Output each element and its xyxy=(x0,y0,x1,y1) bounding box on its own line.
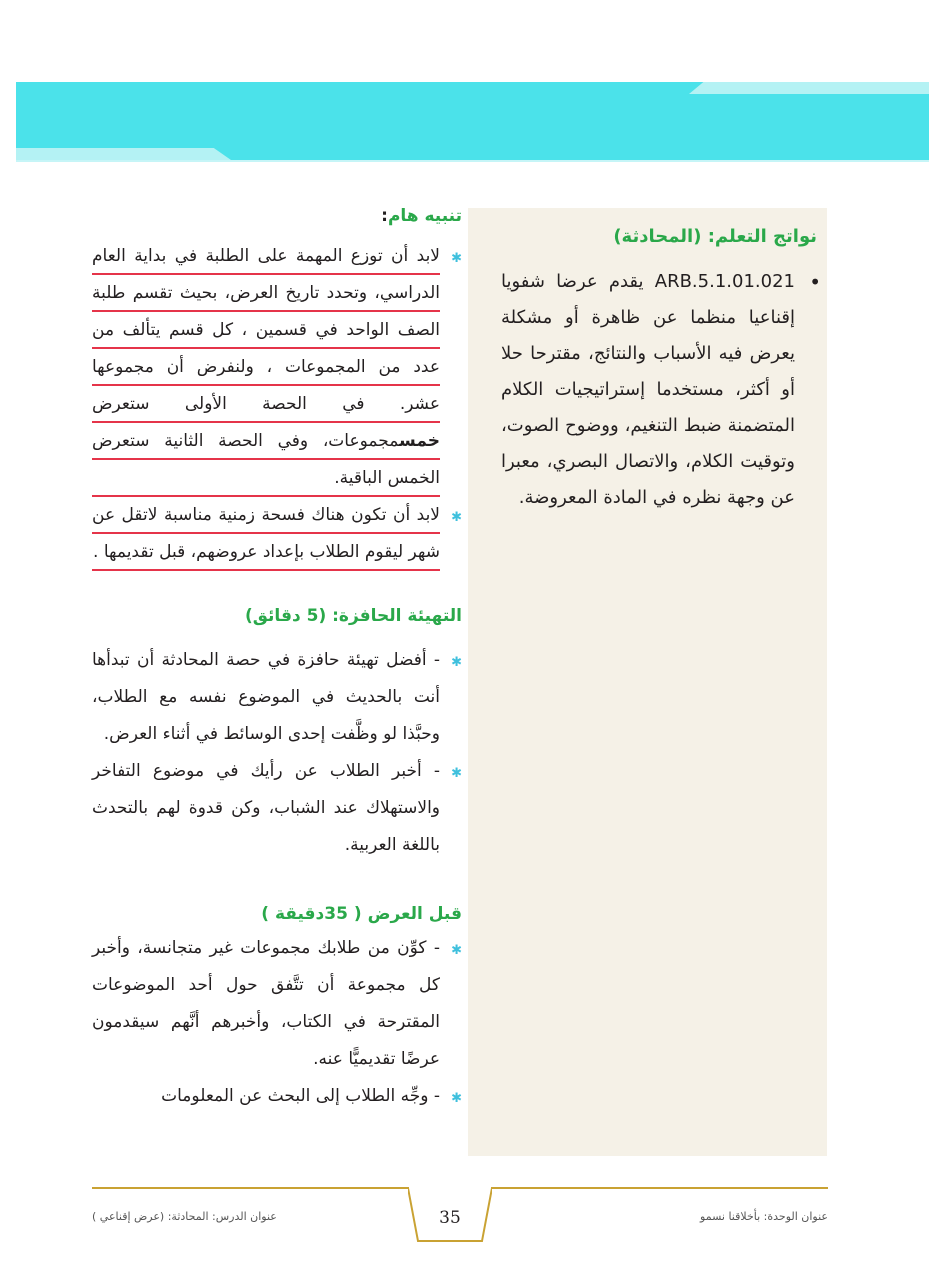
footer-unit-title: عنوان الوحدة: بأخلاقنا نسمو xyxy=(700,1210,828,1223)
before-show-title-text: قبل العرض xyxy=(367,904,462,924)
notice-item-text-end: مجموعات، وفي الحصة الثانية ستعرض الخمس الباقية. xyxy=(92,431,440,488)
bullet-icon: • xyxy=(809,270,821,294)
notice-item-text: لابد أن تكون هناك فسحة زمنية مناسبة لاتقل عن شهر ليقوم الطلاب بإعداد عروضهم، قبل تقديمها . xyxy=(92,505,440,562)
notice-list xyxy=(92,238,462,571)
page-number: 35 xyxy=(439,1208,461,1228)
banner-top-stripe xyxy=(689,82,929,94)
before-show-list xyxy=(92,930,462,1115)
notice-item-bold: خمس xyxy=(399,431,440,451)
footer-rule-right xyxy=(491,1187,828,1189)
star-bullet-icon: ✱ xyxy=(451,1091,462,1106)
before-show-item-text: - وجِّه الطلاب إلى البحث عن المعلومات xyxy=(161,1086,440,1106)
banner-edge xyxy=(16,160,929,162)
footer-lesson-title: عنوان الدرس: المحادثة: (عرض إقناعي ) xyxy=(92,1210,277,1223)
notice-title-text: تنبيه هام xyxy=(387,206,462,226)
notice-item xyxy=(92,238,462,497)
star-bullet-icon: ✱ xyxy=(451,655,462,670)
warmup-item xyxy=(92,753,462,864)
star-bullet-icon: ✱ xyxy=(451,943,462,958)
notice-item-text: لابد أن توزع المهمة على الطلبة في بداية العام الدراسي، وتحدد تاريخ العرض، بحيث تقسم طلبة الصف الواحد في قسمين ، كل قسم يتألف من عدد من المجموعات ، ولنفرض أن مجموعها عشر. في الحصة الأولى ستعرض xyxy=(92,246,440,414)
before-show-title-time: ( 35دقيقة ) xyxy=(261,904,362,924)
notice-title-colon: : xyxy=(381,206,388,226)
outcome-item xyxy=(501,264,821,516)
before-show-item xyxy=(92,930,462,1078)
star-bullet-icon: ✱ xyxy=(451,766,462,781)
outcome-code: ARB.5.1.01.021 xyxy=(654,271,795,292)
warmup-item-text: - أفضل تهيئة حافزة في حصة المحادثة أن تبدأها أنت بالحديث في الموضوع نفسه مع الطلاب، وحبَّذا لو وظَّفت إحدى الوسائط في أثناء العرض. xyxy=(92,650,440,744)
outcomes-list xyxy=(501,264,821,516)
star-bullet-icon: ✱ xyxy=(451,251,462,266)
notice-title xyxy=(92,206,462,226)
outcome-text: يقدم عرضا شفويا إقناعيا منظما عن ظاهرة أو مشكلة يعرض فيه الأسباب والنتائج، مقترحا حلا أو أكثر، مستخدما إستراتيجيات الكلام المتضمنة ضبط التنغيم، ووضوح الصوت، وتوقيت الكلام، والاتصال البصري، معبرا عن وجهة نظره في المادة المعروضة. xyxy=(501,271,795,508)
before-show-item xyxy=(92,1078,462,1115)
before-show-item-text: - كوِّن من طلابك مجموعات غير متجانسة، وأخبر كل مجموعة أن تتَّفق حول أحد الموضوعات المقترحة في الكتاب، وأخبرهم أنَّهم سيقدمون عرضًا تقديميًّا عنه. xyxy=(92,938,440,1069)
footer-rule-left xyxy=(92,1187,409,1189)
warmup-item xyxy=(92,642,462,753)
banner-bottom-stripe xyxy=(16,148,231,160)
outcomes-title: نواتج التعلم: (المحادثة) xyxy=(613,226,817,247)
notice-item xyxy=(92,497,462,571)
star-bullet-icon: ✱ xyxy=(451,510,462,525)
warmup-list xyxy=(92,642,462,864)
before-show-title xyxy=(92,904,462,924)
warmup-item-text: - أخبر الطلاب عن رأيك في موضوع التفاخر والاستهلاك عند الشباب، وكن قدوة لهم بالتحدث باللغة العربية. xyxy=(92,761,440,855)
warmup-title: التهيئة الحافزة: (5 دقائق) xyxy=(244,606,462,626)
